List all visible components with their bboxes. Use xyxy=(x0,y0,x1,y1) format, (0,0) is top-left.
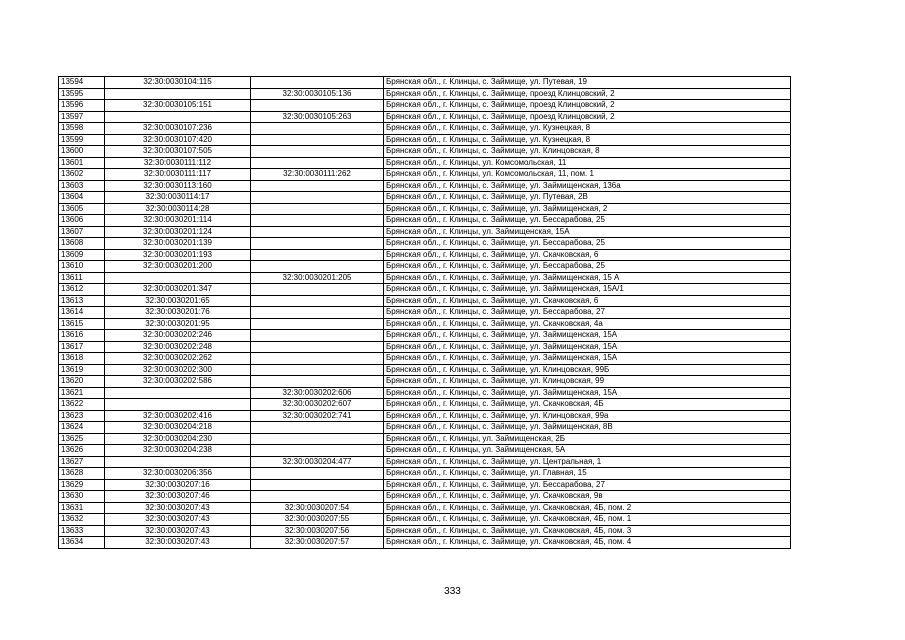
row-number-cell: 13607 xyxy=(59,226,105,238)
cadastral-number-cell: 32:30:0030201:65 xyxy=(105,295,251,307)
linked-cadastral-number-cell xyxy=(251,422,384,434)
table-row xyxy=(59,376,791,388)
linked-cadastral-number-cell: 32:30:0030202:606 xyxy=(251,387,384,399)
linked-cadastral-number-cell xyxy=(251,238,384,250)
address-cell: Брянская обл., г. Клинцы, с. Займище, проезд Клинцовский, 2 xyxy=(384,111,791,123)
table-row xyxy=(59,203,791,215)
row-number-cell: 13631 xyxy=(59,502,105,514)
table-row xyxy=(59,456,791,468)
address-cell: Брянская обл., г. Клинцы, с. Займище, ул. Скачковская, 4Б, пом. 3 xyxy=(384,525,791,537)
registry-table xyxy=(58,76,791,549)
linked-cadastral-number-cell xyxy=(251,376,384,388)
row-number-cell: 13599 xyxy=(59,134,105,146)
cadastral-number-cell xyxy=(105,88,251,100)
table-row xyxy=(59,364,791,376)
table-row xyxy=(59,433,791,445)
cadastral-number-cell xyxy=(105,272,251,284)
row-number-cell: 13616 xyxy=(59,330,105,342)
row-number-cell: 13595 xyxy=(59,88,105,100)
cadastral-number-cell: 32:30:0030107:505 xyxy=(105,146,251,158)
row-number-cell: 13615 xyxy=(59,318,105,330)
address-cell: Брянская обл., г. Клинцы, с. Займище, ул. Скачковская, 6 xyxy=(384,295,791,307)
address-cell: Брянская обл., г. Клинцы, ул. Комсомольская, 11, пом. 1 xyxy=(384,169,791,181)
linked-cadastral-number-cell: 32:30:0030207:55 xyxy=(251,514,384,526)
address-cell: Брянская обл., г. Клинцы, с. Займище, ул. Займищенская, 15 А xyxy=(384,272,791,284)
address-cell: Брянская обл., г. Клинцы, с. Займище, ул. Путевая, 19 xyxy=(384,77,791,89)
row-number-cell: 13600 xyxy=(59,146,105,158)
cadastral-number-cell xyxy=(105,111,251,123)
table-row xyxy=(59,88,791,100)
row-number-cell: 13619 xyxy=(59,364,105,376)
address-cell: Брянская обл., г. Клинцы, с. Займище, ул. Займищенская, 136а xyxy=(384,180,791,192)
linked-cadastral-number-cell xyxy=(251,307,384,319)
row-number-cell: 13622 xyxy=(59,399,105,411)
table-row xyxy=(59,77,791,89)
table-row xyxy=(59,410,791,422)
row-number-cell: 13606 xyxy=(59,215,105,227)
linked-cadastral-number-cell xyxy=(251,433,384,445)
table-row xyxy=(59,491,791,503)
row-number-cell: 13632 xyxy=(59,514,105,526)
address-cell: Брянская обл., г. Клинцы, с. Займище, ул. Кузнецкая, 8 xyxy=(384,134,791,146)
cadastral-number-cell: 32:30:0030201:193 xyxy=(105,249,251,261)
row-number-cell: 13608 xyxy=(59,238,105,250)
address-cell: Брянская обл., г. Клинцы, с. Займище, ул. Займищенская, 15А/1 xyxy=(384,284,791,296)
table-row xyxy=(59,422,791,434)
row-number-cell: 13623 xyxy=(59,410,105,422)
row-number-cell: 13604 xyxy=(59,192,105,204)
table-row xyxy=(59,157,791,169)
table-row xyxy=(59,169,791,181)
address-cell: Брянская обл., г. Клинцы, с. Займище, ул. Займищенская, 15А xyxy=(384,341,791,353)
linked-cadastral-number-cell xyxy=(251,341,384,353)
linked-cadastral-number-cell: 32:30:0030105:263 xyxy=(251,111,384,123)
address-cell: Брянская обл., г. Клинцы, ул. Займищенская, 5А xyxy=(384,445,791,457)
table-row xyxy=(59,111,791,123)
linked-cadastral-number-cell xyxy=(251,215,384,227)
address-cell: Брянская обл., г. Клинцы, с. Займище, ул. Скачковская, 4Б xyxy=(384,399,791,411)
address-cell: Брянская обл., г. Клинцы, с. Займище, ул. Кузнецкая, 8 xyxy=(384,123,791,135)
linked-cadastral-number-cell xyxy=(251,134,384,146)
address-cell: Брянская обл., г. Клинцы, с. Займище, ул. Скачковская, 4Б, пом. 2 xyxy=(384,502,791,514)
linked-cadastral-number-cell: 32:30:0030207:54 xyxy=(251,502,384,514)
linked-cadastral-number-cell xyxy=(251,364,384,376)
row-number-cell: 13597 xyxy=(59,111,105,123)
table-row xyxy=(59,307,791,319)
row-number-cell: 13613 xyxy=(59,295,105,307)
address-cell: Брянская обл., г. Клинцы, с. Займище, ул. Бессарабова, 27 xyxy=(384,479,791,491)
address-cell: Брянская обл., г. Клинцы, с. Займище, ул. Скачковская, 4а xyxy=(384,318,791,330)
table-row xyxy=(59,249,791,261)
linked-cadastral-number-cell xyxy=(251,226,384,238)
row-number-cell: 13605 xyxy=(59,203,105,215)
table-row xyxy=(59,134,791,146)
cadastral-number-cell xyxy=(105,387,251,399)
row-number-cell: 13620 xyxy=(59,376,105,388)
linked-cadastral-number-cell xyxy=(251,77,384,89)
row-number-cell: 13630 xyxy=(59,491,105,503)
linked-cadastral-number-cell xyxy=(251,192,384,204)
row-number-cell: 13618 xyxy=(59,353,105,365)
table-row xyxy=(59,123,791,135)
cadastral-number-cell: 32:30:0030204:218 xyxy=(105,422,251,434)
linked-cadastral-number-cell: 32:30:0030202:741 xyxy=(251,410,384,422)
address-cell: Брянская обл., г. Клинцы, с. Займище, ул. Бессарабова, 25 xyxy=(384,261,791,273)
table-row xyxy=(59,284,791,296)
linked-cadastral-number-cell xyxy=(251,479,384,491)
table-row xyxy=(59,479,791,491)
linked-cadastral-number-cell: 32:30:0030207:57 xyxy=(251,537,384,549)
cadastral-number-cell: 32:30:0030202:416 xyxy=(105,410,251,422)
cadastral-number-cell: 32:30:0030201:114 xyxy=(105,215,251,227)
linked-cadastral-number-cell xyxy=(251,330,384,342)
cadastral-number-cell: 32:30:0030202:586 xyxy=(105,376,251,388)
linked-cadastral-number-cell xyxy=(251,157,384,169)
row-number-cell: 13610 xyxy=(59,261,105,273)
cadastral-number-cell: 32:30:0030202:248 xyxy=(105,341,251,353)
cadastral-number-cell xyxy=(105,456,251,468)
address-cell: Брянская обл., г. Клинцы, ул. Комсомольская, 11 xyxy=(384,157,791,169)
table-row xyxy=(59,238,791,250)
table-row xyxy=(59,146,791,158)
linked-cadastral-number-cell xyxy=(251,353,384,365)
linked-cadastral-number-cell xyxy=(251,123,384,135)
cadastral-number-cell: 32:30:0030105:151 xyxy=(105,100,251,112)
address-cell: Брянская обл., г. Клинцы, ул. Займищенская, 15А xyxy=(384,226,791,238)
address-cell: Брянская обл., г. Клинцы, с. Займище, ул. Клинцовская, 99 xyxy=(384,376,791,388)
cadastral-number-cell: 32:30:0030207:43 xyxy=(105,525,251,537)
table-row xyxy=(59,192,791,204)
page-number: 333 xyxy=(444,586,461,597)
address-cell: Брянская обл., г. Клинцы, с. Займище, ул. Займищенская, 15А xyxy=(384,353,791,365)
address-cell: Брянская обл., г. Клинцы, с. Займище, проезд Клинцовский, 2 xyxy=(384,100,791,112)
linked-cadastral-number-cell: 32:30:0030201:205 xyxy=(251,272,384,284)
address-cell: Брянская обл., г. Клинцы, с. Займище, проезд Клинцовский, 2 xyxy=(384,88,791,100)
address-cell: Брянская обл., г. Клинцы, с. Займище, ул. Клинцовская, 99а xyxy=(384,410,791,422)
cadastral-number-cell: 32:30:0030201:347 xyxy=(105,284,251,296)
linked-cadastral-number-cell: 32:30:0030111:262 xyxy=(251,169,384,181)
row-number-cell: 13626 xyxy=(59,445,105,457)
address-cell: Брянская обл., г. Клинцы, с. Займище, ул. Главная, 15 xyxy=(384,468,791,480)
cadastral-number-cell: 32:30:0030107:420 xyxy=(105,134,251,146)
row-number-cell: 13621 xyxy=(59,387,105,399)
address-cell: Брянская обл., г. Клинцы, с. Займище, ул. Клинцовская, 99Б xyxy=(384,364,791,376)
table-row xyxy=(59,295,791,307)
address-cell: Брянская обл., г. Клинцы, с. Займище, ул. Центральная, 1 xyxy=(384,456,791,468)
table-row xyxy=(59,502,791,514)
cadastral-number-cell: 32:30:0030207:46 xyxy=(105,491,251,503)
address-cell: Брянская обл., г. Клинцы, с. Займище, ул. Путевая, 2В xyxy=(384,192,791,204)
table-row xyxy=(59,226,791,238)
table-row xyxy=(59,341,791,353)
linked-cadastral-number-cell xyxy=(251,445,384,457)
table-row xyxy=(59,353,791,365)
row-number-cell: 13603 xyxy=(59,180,105,192)
linked-cadastral-number-cell xyxy=(251,261,384,273)
row-number-cell: 13634 xyxy=(59,537,105,549)
cadastral-number-cell: 32:30:0030202:262 xyxy=(105,353,251,365)
row-number-cell: 13594 xyxy=(59,77,105,89)
registry-table-body xyxy=(59,77,791,549)
address-cell: Брянская обл., г. Клинцы, с. Займище, ул. Скачковская, 4Б, пом. 4 xyxy=(384,537,791,549)
cadastral-number-cell: 32:30:0030114:17 xyxy=(105,192,251,204)
row-number-cell: 13611 xyxy=(59,272,105,284)
cadastral-number-cell: 32:30:0030111:117 xyxy=(105,169,251,181)
address-cell: Брянская обл., г. Клинцы, с. Займище, ул. Бессарабова, 25 xyxy=(384,215,791,227)
table-row xyxy=(59,180,791,192)
cadastral-number-cell: 32:30:0030204:238 xyxy=(105,445,251,457)
cadastral-number-cell xyxy=(105,399,251,411)
linked-cadastral-number-cell xyxy=(251,468,384,480)
row-number-cell: 13602 xyxy=(59,169,105,181)
cadastral-number-cell: 32:30:0030201:76 xyxy=(105,307,251,319)
row-number-cell: 13625 xyxy=(59,433,105,445)
row-number-cell: 13614 xyxy=(59,307,105,319)
row-number-cell: 13629 xyxy=(59,479,105,491)
cadastral-number-cell: 32:30:0030206:356 xyxy=(105,468,251,480)
cadastral-number-cell: 32:30:0030207:43 xyxy=(105,537,251,549)
row-number-cell: 13596 xyxy=(59,100,105,112)
cadastral-number-cell: 32:30:0030114:28 xyxy=(105,203,251,215)
table-row xyxy=(59,272,791,284)
linked-cadastral-number-cell xyxy=(251,491,384,503)
address-cell: Брянская обл., г. Клинцы, с. Займище, ул. Скачковская, 6 xyxy=(384,249,791,261)
table-row xyxy=(59,215,791,227)
address-cell: Брянская обл., г. Клинцы, с. Займище, ул. Займищенская, 15А xyxy=(384,330,791,342)
cadastral-number-cell: 32:30:0030111:112 xyxy=(105,157,251,169)
table-row xyxy=(59,318,791,330)
table-row xyxy=(59,537,791,549)
linked-cadastral-number-cell: 32:30:0030105:136 xyxy=(251,88,384,100)
linked-cadastral-number-cell: 32:30:0030202:607 xyxy=(251,399,384,411)
address-cell: Брянская обл., г. Клинцы, с. Займище, ул. Бессарабова, 27 xyxy=(384,307,791,319)
linked-cadastral-number-cell xyxy=(251,295,384,307)
address-cell: Брянская обл., г. Клинцы, с. Займище, ул. Займищенская, 8В xyxy=(384,422,791,434)
row-number-cell: 13617 xyxy=(59,341,105,353)
address-cell: Брянская обл., г. Клинцы, с. Займище, ул. Клинцовская, 8 xyxy=(384,146,791,158)
cadastral-number-cell: 32:30:0030204:230 xyxy=(105,433,251,445)
linked-cadastral-number-cell xyxy=(251,318,384,330)
table-row xyxy=(59,445,791,457)
table-row xyxy=(59,100,791,112)
table-row xyxy=(59,399,791,411)
address-cell: Брянская обл., г. Клинцы, с. Займище, ул. Бессарабова, 25 xyxy=(384,238,791,250)
cadastral-number-cell: 32:30:0030207:43 xyxy=(105,502,251,514)
table-row xyxy=(59,387,791,399)
cadastral-number-cell: 32:30:0030207:43 xyxy=(105,514,251,526)
table-row xyxy=(59,525,791,537)
linked-cadastral-number-cell: 32:30:0030204:477 xyxy=(251,456,384,468)
cadastral-number-cell: 32:30:0030201:139 xyxy=(105,238,251,250)
linked-cadastral-number-cell xyxy=(251,146,384,158)
address-cell: Брянская обл., г. Клинцы, с. Займище, ул. Скачковская, 4Б, пом. 1 xyxy=(384,514,791,526)
table-row xyxy=(59,330,791,342)
address-cell: Брянская обл., г. Клинцы, с. Займище, ул. Скачковская, 9в xyxy=(384,491,791,503)
table-row xyxy=(59,514,791,526)
table-row xyxy=(59,468,791,480)
cadastral-number-cell: 32:30:0030104:115 xyxy=(105,77,251,89)
cadastral-number-cell: 32:30:0030201:124 xyxy=(105,226,251,238)
linked-cadastral-number-cell xyxy=(251,284,384,296)
linked-cadastral-number-cell: 32:30:0030207:56 xyxy=(251,525,384,537)
table-row xyxy=(59,261,791,273)
cadastral-number-cell: 32:30:0030202:246 xyxy=(105,330,251,342)
cadastral-number-cell: 32:30:0030207:16 xyxy=(105,479,251,491)
linked-cadastral-number-cell xyxy=(251,249,384,261)
row-number-cell: 13601 xyxy=(59,157,105,169)
row-number-cell: 13628 xyxy=(59,468,105,480)
linked-cadastral-number-cell xyxy=(251,203,384,215)
linked-cadastral-number-cell xyxy=(251,100,384,112)
address-cell: Брянская обл., г. Клинцы, с. Займище, ул. Займищенская, 15А xyxy=(384,387,791,399)
cadastral-number-cell: 32:30:0030201:200 xyxy=(105,261,251,273)
linked-cadastral-number-cell xyxy=(251,180,384,192)
row-number-cell: 13598 xyxy=(59,123,105,135)
cadastral-number-cell: 32:30:0030107:236 xyxy=(105,123,251,135)
row-number-cell: 13609 xyxy=(59,249,105,261)
row-number-cell: 13633 xyxy=(59,525,105,537)
cadastral-number-cell: 32:30:0030113:160 xyxy=(105,180,251,192)
cadastral-number-cell: 32:30:0030201:95 xyxy=(105,318,251,330)
row-number-cell: 13624 xyxy=(59,422,105,434)
row-number-cell: 13627 xyxy=(59,456,105,468)
cadastral-number-cell: 32:30:0030202:300 xyxy=(105,364,251,376)
row-number-cell: 13612 xyxy=(59,284,105,296)
address-cell: Брянская обл., г. Клинцы, ул. Займищенская, 2Б xyxy=(384,433,791,445)
address-cell: Брянская обл., г. Клинцы, с. Займище, ул. Займищенская, 2 xyxy=(384,203,791,215)
